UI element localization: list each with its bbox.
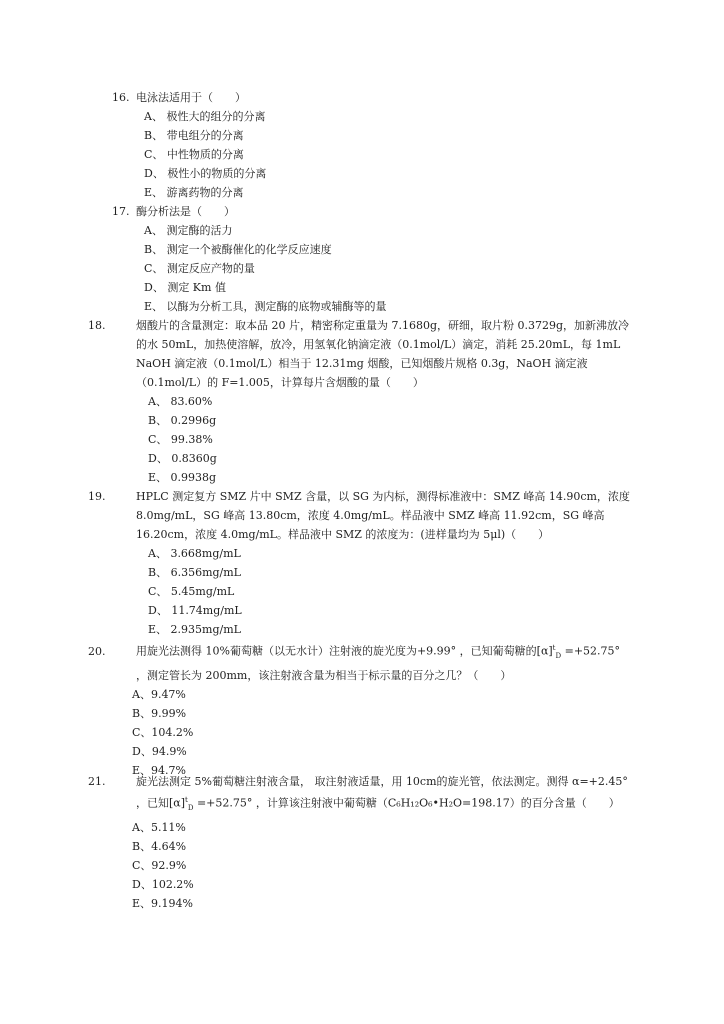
subscript: D <box>555 651 562 660</box>
question-20 <box>88 639 632 780</box>
option-d: D、 极性小的物质的分离 <box>144 167 267 180</box>
question-text: 酶分析法是（ ） <box>136 205 235 218</box>
option-b: B、 6.356mg/mL <box>148 566 241 579</box>
question-number: 17. <box>112 205 130 218</box>
question-number: 21. <box>88 775 106 788</box>
question-19 <box>88 487 632 639</box>
question-stem <box>112 88 632 107</box>
option-d: D、 11.74mg/mL <box>148 604 242 617</box>
option-e: E、 2.935mg/mL <box>148 623 241 636</box>
option-c: C、92.9% <box>132 858 187 872</box>
option-a: A、5.11% <box>132 820 186 834</box>
option-e: E、 0.9938g <box>148 471 217 484</box>
subscript: D <box>187 803 194 812</box>
option-b: B、4.64% <box>132 839 187 853</box>
question-text: HPLC 测定复方 SMZ 片中 SMZ 含量，以 SG 为内标，测得标准液中：SMZ 峰高 14.90cm，浓度 8.0mg/mL，SG 峰高 13.80cm，浓度 4.0mg/mL。样品液中 SMZ 峰高 11.92cm，SG 峰高 16.20cm，浓度 4.0mg/mL。样品液中 SMZ 的浓度为：(进样量均为 5μl)（ ） <box>136 490 630 541</box>
option-b: B、 带电组分的分离 <box>144 129 244 142</box>
question-number: 20. <box>88 644 106 658</box>
option-d: D、 测定 Km 值 <box>144 281 226 294</box>
question-stem <box>88 316 632 392</box>
option-a: A、9.47% <box>132 687 186 701</box>
option-e: E、 以酶为分析工具，测定酶的底物或辅酶等的量 <box>144 300 387 313</box>
option-b: B、9.99% <box>132 706 187 720</box>
option-d: D、102.2% <box>132 877 194 891</box>
option-c: C、 测定反应产物的量 <box>144 262 255 275</box>
option-e: E、 游离药物的分离 <box>144 186 244 199</box>
option-b: B、 0.2996g <box>148 414 217 427</box>
option-a: A、 测定酶的活力 <box>144 224 233 237</box>
question-text: 电泳法适用于（ ） <box>136 91 246 104</box>
question-17 <box>112 202 632 316</box>
question-18 <box>88 316 632 487</box>
option-e: E、94.7% <box>132 763 186 777</box>
option-e: E、9.194% <box>132 896 193 910</box>
option-c: C、 99.38% <box>148 433 213 446</box>
option-a: A、 83.60% <box>148 395 213 408</box>
question-21 <box>88 772 632 913</box>
option-c: C、 中性物质的分离 <box>144 148 244 161</box>
option-a: A、 极性大的组分的分离 <box>144 110 266 123</box>
option-c: C、 5.45mg/mL <box>148 585 235 598</box>
question-16 <box>112 88 632 202</box>
option-d: D、 0.8360g <box>148 452 217 465</box>
question-number: 18. <box>88 319 106 332</box>
question-text-continued: =+52.75° ，计算该注射液中葡萄糖（C₆H₁₂O₆•H₂O=198.17）的百分含量（ ） <box>193 796 620 810</box>
option-a: A、 3.668mg/mL <box>148 547 241 560</box>
superscript: t <box>552 644 556 652</box>
option-d: D、94.9% <box>132 744 187 758</box>
question-text: 用旋光法测得 10%葡萄糖（以无水计）注射液的旋光度为+9.99° ，已知葡萄糖的[α] <box>136 644 553 658</box>
question-stem <box>88 487 632 544</box>
question-text-continued: =+52.75° ，测定管长为 200mm，该注射液含量为相当于标示量的百分之几？（ ） <box>136 644 621 682</box>
question-stem <box>88 772 632 818</box>
question-stem <box>112 202 632 221</box>
option-c: C、104.2% <box>132 725 194 739</box>
superscript: t <box>185 796 188 804</box>
question-stem <box>88 639 632 685</box>
question-text: 旋光法测定 5%葡萄糖注射液含量， 取注射液适量，用 10cm的旋光管，依法测定。测得 α=+2.45° ，已知[α] <box>136 775 628 810</box>
option-b: B、 测定一个被酶催化的化学反应速度 <box>144 243 332 256</box>
question-number: 19. <box>88 490 106 503</box>
question-text: 烟酸片的含量测定：取本品 20 片，精密称定重量为 7.1680g，研细，取片粉 0.3729g，加新沸放冷的水 50mL，加热使溶解，放冷，用氢氧化钠滴定液（0.1mol/L）滴定，消耗 25.20mL，每 1mL NaOH 滴定液（0.1mol/L）相当于 12.31mg 烟酸，已知烟酸片规格 0.3g，NaOH 滴定液（0.1mol/L）的 F=1.005，计算每片含烟酸的量（ ） <box>136 319 630 389</box>
question-number: 16. <box>112 91 130 104</box>
